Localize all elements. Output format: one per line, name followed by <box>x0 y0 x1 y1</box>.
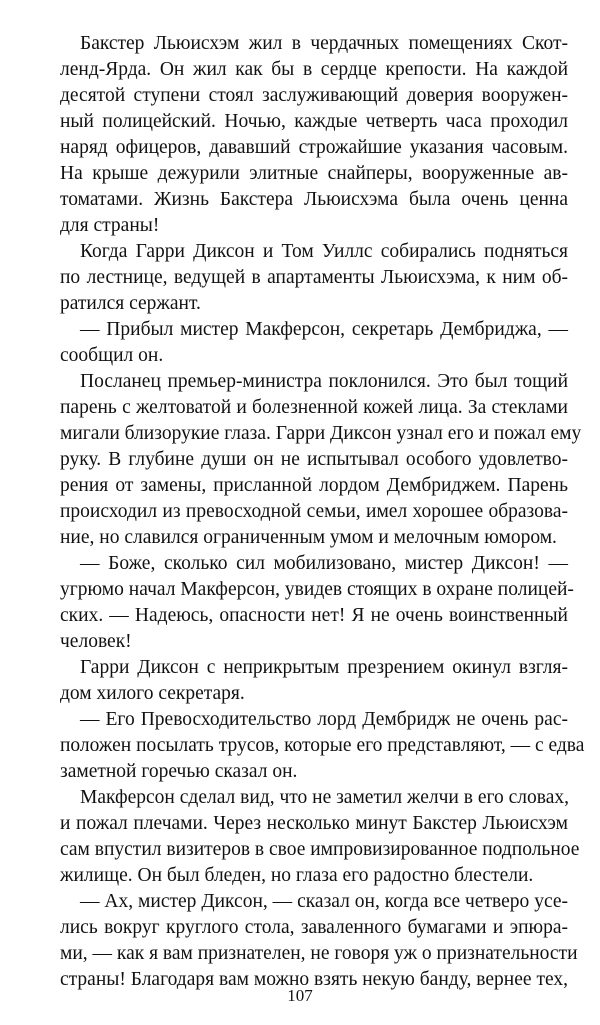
text-line: положен посылать трусов, которые его представляют, — с едва <box>60 735 585 756</box>
text-line: руку. В глубине души он не испытывал особого удовлетво- <box>60 449 568 470</box>
text-line: заметной горечью сказал он. <box>60 761 298 782</box>
text-line: Макферсон сделал вид, что не заметил желчи в его словах, <box>80 787 569 808</box>
text-line: дом хилого секретаря. <box>60 683 245 704</box>
text-line: сам впустил визитеров в свое импровизированное подпольное <box>60 839 580 860</box>
text-line: Когда Гарри Диксон и Том Уиллс собирались подняться <box>80 241 568 262</box>
text-line: — Его Превосходительство лорд Дембридж не очень рас- <box>80 709 568 730</box>
text-line: ный полицейский. Ночью, каждые четверть часа проходил <box>60 111 568 132</box>
text-line: сообщил он. <box>60 345 164 366</box>
text-line: мигали близорукие глаза. Гарри Диксон узнал его и пожал ему <box>60 423 582 444</box>
text-line: десятой ступени стоял заслуживающий доверия вооружен- <box>60 85 568 106</box>
text-line: На крыше дежурили элитные снайперы, вооруженные ав- <box>60 163 568 184</box>
text-line: ских. — Надеюсь, опасности нет! Я не очень воинственный <box>60 605 568 626</box>
text-line: — Ах, мистер Диксон, — сказал он, когда все четверо усе- <box>80 891 568 912</box>
text-line: наряд офицеров, дававший строжайшие указания часовым. <box>60 137 568 158</box>
text-line: Посланец премьер-министра поклонился. Это был тощий <box>80 371 568 392</box>
text-line: жилище. Он был бледен, но глаза его радостно блестели. <box>60 865 534 886</box>
text-line: — Боже, сколько сил мобилизовано, мистер Диксон! — <box>80 553 568 574</box>
text-line: томатами. Жизнь Бакстера Льюисхэма была очень ценна <box>60 189 568 210</box>
text-line: ние, но славился ограниченным умом и мелочным юмором. <box>60 527 557 548</box>
text-line: человек! <box>60 631 132 652</box>
text-line: и пожал плечами. Через несколько минут Бакстер Льюисхэм <box>60 813 568 834</box>
text-line: ленд-Ярда. Он жил как бы в сердце крепости. На каждой <box>60 59 568 80</box>
text-line: ратился сержант. <box>60 293 201 314</box>
text-line: по лестнице, ведущей в апартаменты Льюисхэма, к ним об- <box>60 267 568 288</box>
text-line: Гарри Диксон с неприкрытым презрением окинул взгля- <box>80 657 568 678</box>
text-line: парень с желтоватой и болезненной кожей лица. За стеклами <box>60 397 568 418</box>
text-line: для страны! <box>60 215 160 236</box>
text-line: лись вокруг круглого стола, заваленного бумагами и эпюра- <box>60 917 568 938</box>
text-line: происходил из превосходной семьи, имел хорошее образова- <box>60 501 568 522</box>
text-line: Бакстер Льюисхэм жил в чердачных помещениях Скот- <box>80 33 568 54</box>
text-line: угрюмо начал Макферсон, увидев стоящих в охране полицей- <box>60 579 574 600</box>
page-number: 107 <box>287 986 313 1005</box>
text-line: рения от замены, присланной лордом Дембриджем. Парень <box>60 475 568 496</box>
text-line: ми, — как я вам признателен, не говоря уж о признательности <box>60 943 578 964</box>
text-line: страны! Благодаря вам можно взять некую банду, вернее тех, <box>60 969 568 990</box>
text-line: — Прибыл мистер Макферсон, секретарь Дембриджа, — <box>80 319 568 340</box>
